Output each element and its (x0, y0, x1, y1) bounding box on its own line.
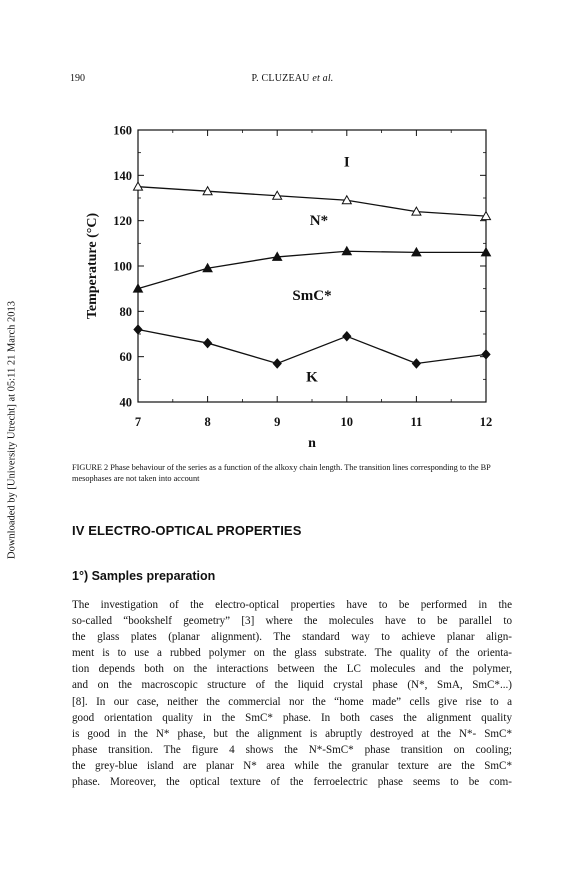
data-point-open-triangle (134, 182, 143, 190)
x-tick-label: 12 (479, 415, 493, 429)
series-line (138, 187, 486, 216)
body-line: the grey-blue island are planar N* area while the granular texture are the SmC* (72, 759, 512, 772)
x-tick-label: 11 (410, 415, 423, 429)
body-line: the glass plates (planar alignment). The standard way to achieve planar align- (72, 631, 512, 644)
body-line: phase transition. The figure 4 shows the N*-SmC* phase transition on cooling; (72, 743, 512, 756)
running-head-etal: et al. (312, 73, 334, 84)
data-point-filled-diamond (343, 332, 351, 341)
phase-region-label: I (343, 154, 350, 171)
phase-region-label: K (306, 369, 318, 386)
y-axis-title: Temperature (°C) (85, 212, 100, 320)
x-tick-label: 9 (274, 415, 281, 429)
series-line (138, 329, 486, 363)
body-line: so-called “bookshelf geometry” [3] where the molecules have to be parallel to (72, 615, 512, 628)
body-line: tion depends both on the interactions between the LC molecules and the polymer, (72, 663, 512, 676)
y-tick-label: 100 (113, 259, 132, 274)
download-watermark-text: Downloaded by [University Utrecht] at 05:11 21 March 2013 (6, 301, 18, 559)
body-line: and on the macroscopic structure of the liquid crystal phase (N*, SmA, SmC*...) (72, 679, 512, 692)
x-tick-label: 10 (340, 415, 354, 429)
section-heading: IV ELECTRO-OPTICAL PROPERTIES (72, 523, 302, 538)
body-line: The investigation of the electro-optical properties have to be performed in the (72, 599, 512, 611)
phase-region-label: SmC* (292, 288, 332, 304)
y-tick-label: 80 (119, 304, 132, 319)
data-point-filled-diamond (204, 339, 212, 348)
x-axis-title: n (308, 436, 316, 451)
body-line: phase. Moreover, the optical texture of the ferroelectric phase seems to be com- (72, 776, 512, 789)
data-point-filled-diamond (273, 359, 281, 368)
data-point-filled-diamond (134, 325, 142, 334)
x-tick-label: 7 (134, 415, 142, 429)
data-point-filled-diamond (412, 359, 420, 368)
body-line: [8]. In our case, neither the commercial nor the “home made” cells give rise to a (72, 695, 512, 708)
figure-caption (72, 462, 512, 484)
body-line: good orientation quality in the SmC* phase. In both cases the alignment quality (72, 711, 512, 724)
y-tick-label: 60 (119, 350, 132, 365)
y-tick-label: 40 (119, 395, 132, 410)
body-line: ment is to use a rubbed polymer on the glass substrate. The quality of the orienta- (72, 647, 512, 660)
running-head-author: P. CLUZEAU (251, 73, 310, 84)
figure-caption-label: FIGURE 2 (72, 463, 109, 472)
body-line: is good in the N* phase, but the alignment is abruptly destroyed at the N*- SmC* (72, 727, 512, 740)
body-paragraph (72, 597, 512, 790)
y-tick-label: 140 (113, 168, 132, 183)
chart-series (134, 182, 491, 368)
series-line (138, 251, 486, 288)
page-number: 190 (70, 73, 85, 84)
y-tick-label: 160 (113, 123, 132, 138)
x-tick-label: 8 (204, 415, 211, 429)
figure-caption-text: Phase behaviour of the series as a function of the alkoxy chain length. The transition lines corresponding to the BP mesophases are not taken into account (72, 463, 491, 483)
phase-region-label: N* (309, 213, 329, 230)
y-tick-label: 120 (113, 214, 132, 229)
data-point-filled-diamond (482, 350, 490, 359)
subsection-heading: 1°) Samples preparation (72, 569, 216, 583)
